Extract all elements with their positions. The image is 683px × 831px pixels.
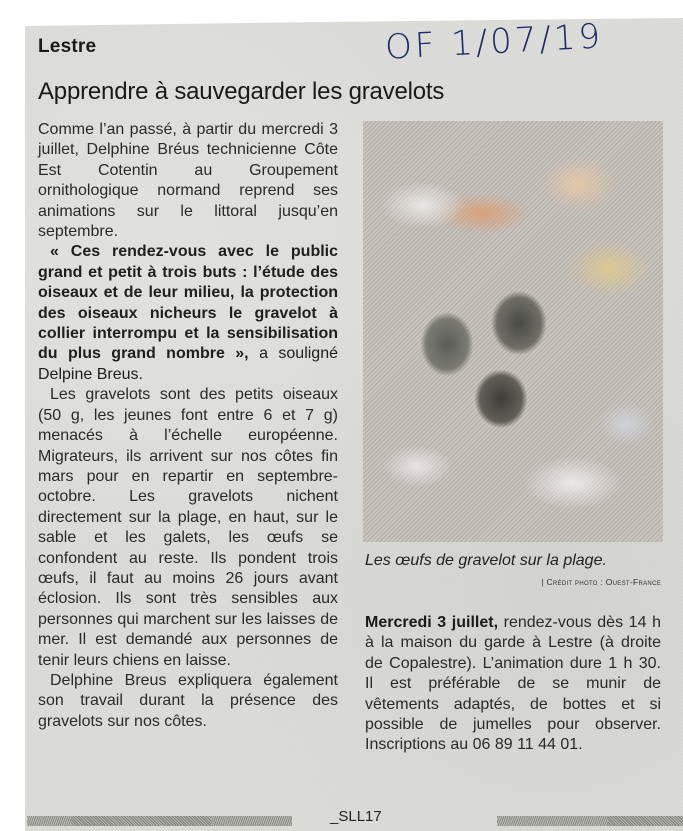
paragraph-closing: Delphine Breus expliquera également son travail durant la présence des gravelots sur nos côtes.: [38, 671, 338, 730]
handwritten-date-note: OF 1/07/19: [384, 16, 605, 68]
footer-rule: [27, 816, 71, 826]
plover-eggs-photo: [363, 121, 663, 542]
event-details: rendez-vous dès 14 h à la maison du garde à Lestre (à droite de Copalestre). L’animation dure 1 h 30. Il est préférable de se munir de vêtements adaptés, de bottes et si possible de jumelles pour observer. Inscriptions au 06 89 11 44 01.: [365, 614, 661, 754]
paragraph-intro: Comme l’an passé, à partir du mercredi 3 juillet, Delphine Bréus technicienne Côte Est Cotentin au Groupement ornithologique normand reprend ses animations sur le littoral jusqu’en septembre.: [38, 121, 338, 241]
right-column-practical-info: [365, 613, 661, 756]
page-code: _SLL17: [330, 808, 382, 825]
headline: Apprendre à sauvegarder les gravelots: [38, 78, 445, 105]
footer-rule: [211, 816, 292, 826]
footer-rule: [71, 816, 211, 826]
paragraph-quote: [38, 242, 338, 385]
left-column: [38, 120, 338, 732]
quote-text: « Ces rendez-vous avec le public grand et petit à trois buts : l’étude des oiseaux et de leur milieu, la protection des oiseaux nicheurs le gravelot à collier interrompu et la sensibilisation du plus grand nombre »,: [38, 243, 338, 363]
quote-attribution: a souligné Delpine Breus.: [38, 345, 339, 383]
footer-rule: [608, 816, 683, 826]
photo-credit: | Crédit photo : Ouest-France: [541, 577, 661, 587]
photo-caption: Les œufs de gravelot sur la plage.: [365, 552, 607, 569]
paragraph-gravelots: Les gravelots sont des petits oiseaux (50 g, les jeunes font entre 6 et 7 g) menacés à l’échelle européenne. Migrateurs, ils arrivent sur nos côtes fin mars pour en repartir en septembre-octobre. Les gravelots nichent directement sur la plage, en haut, sur le sable et les galets, les œufs se confondent au reste. Ils pondent trois œufs, il faut au moins 26 jours avant éclosion. Ils sont très sensibles aux personnes qui marchent sur les laisses de mer. Il est demandé aux personnes de tenir leurs chiens en laisse.: [38, 386, 338, 669]
event-date: Mercredi 3 juillet,: [365, 614, 499, 631]
footer-rule: [497, 816, 608, 826]
section-kicker: Lestre: [38, 36, 97, 57]
